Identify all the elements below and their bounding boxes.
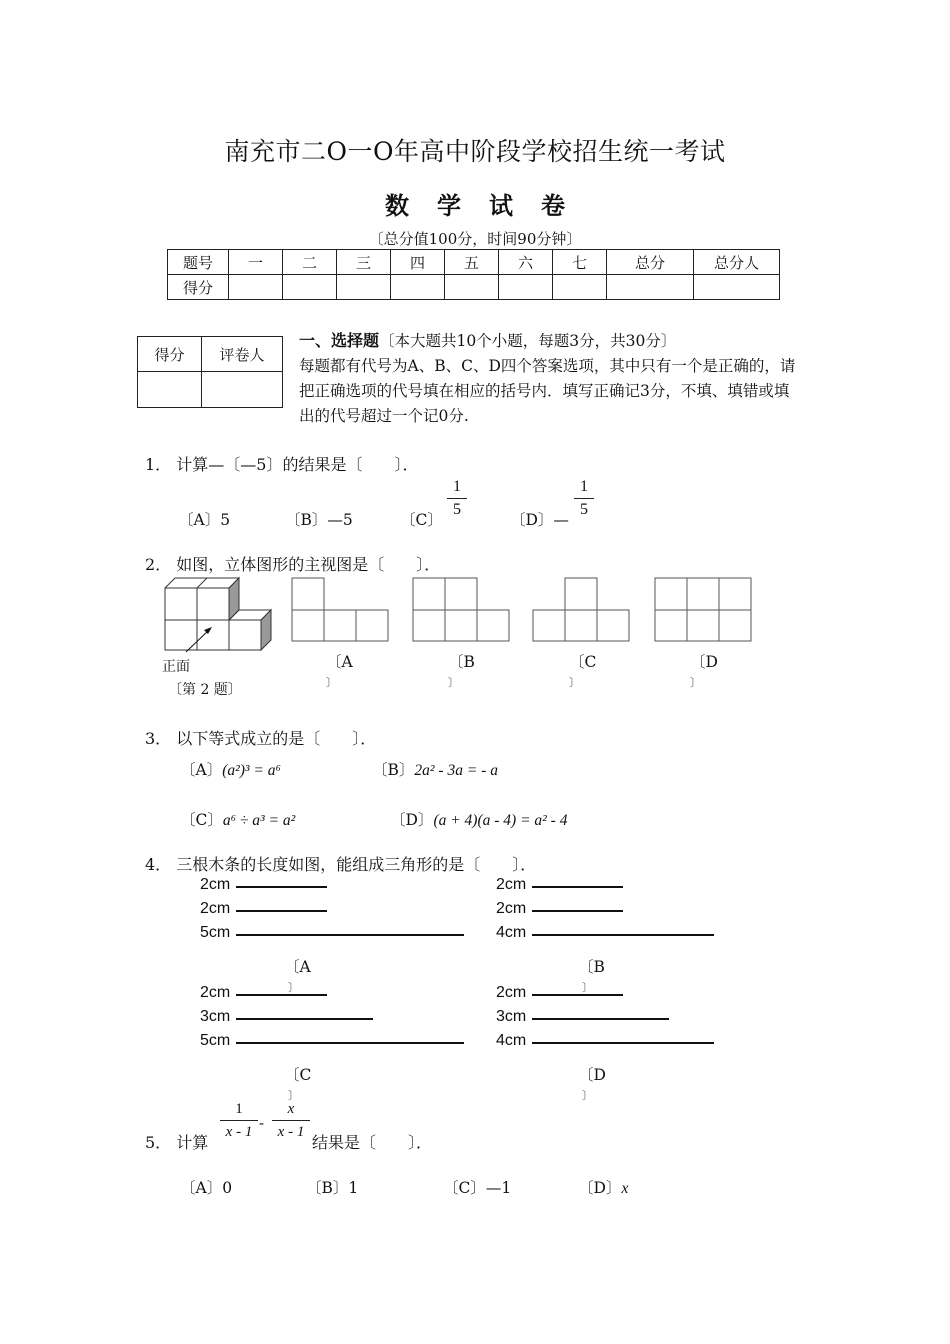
q4-stick-label: 2cm: [200, 984, 231, 1001]
score-cell: 题号: [168, 250, 229, 275]
score-blank[interactable]: [694, 275, 780, 300]
score-blank[interactable]: [499, 275, 553, 300]
q4-option-c[interactable]: [284, 1063, 311, 1103]
score-cell: 五: [445, 250, 499, 275]
score-table: [167, 249, 780, 300]
q4-option-a[interactable]: [284, 955, 311, 995]
option-close: 〕: [326, 676, 337, 689]
option-label: 〔D: [690, 653, 718, 671]
q2-option-c-figure[interactable]: [532, 576, 632, 644]
q4-stick-label: 4cm: [496, 1032, 527, 1049]
option-label: 〔A: [326, 653, 353, 671]
q4-stick-label: 3cm: [496, 1008, 527, 1025]
q5-suffix: 结果是〔 〕．: [312, 1133, 433, 1152]
q4-stick-label: 2cm: [496, 876, 527, 893]
q4-stick: [236, 886, 327, 888]
q5-option-c[interactable]: 〔C〕—1: [443, 1179, 512, 1197]
fraction-numerator: 1: [453, 478, 461, 495]
q3-c-expression: a⁶ ÷ a³ = a²: [222, 812, 296, 829]
q2-text: 2． 如图，立体图形的主视图是〔 〕．: [145, 555, 441, 574]
q5-option-b[interactable]: 〔B〕1: [306, 1179, 359, 1197]
q4-stick: [236, 994, 327, 996]
q4-stick: [532, 934, 714, 936]
q4-stick: [532, 1042, 714, 1044]
q5-fraction-1: [220, 1100, 258, 1141]
q4-stick-label: 3cm: [200, 1008, 231, 1025]
q5-option-a[interactable]: 〔A〕0: [180, 1179, 233, 1197]
section1-instructions: 每题都有代号为A、B、C、D四个答案选项，其中只有一个是正确的，请把正确选项的代号填在相应的括号内．填写正确记3分，不填、填错或填出的代号超过一个记0分.: [299, 357, 796, 425]
grader-table: [137, 336, 283, 408]
q4-stick: [236, 1042, 464, 1044]
q4-stick: [532, 886, 623, 888]
q4-stick: [236, 934, 464, 936]
grader-score-label: 得分: [138, 337, 202, 372]
grader-name-label: 评卷人: [202, 337, 283, 372]
q2-option-c-label[interactable]: [569, 650, 596, 690]
score-blank[interactable]: [229, 275, 283, 300]
q4-stick-label: 5cm: [200, 1032, 231, 1049]
option-close: 〕: [569, 676, 580, 689]
section1-heading-note: 〔本大题共10个小题，每题3分，共30分〕: [379, 332, 677, 350]
score-cell: 七: [553, 250, 607, 275]
option-close: 〕: [448, 676, 459, 689]
q3-option-d[interactable]: [390, 808, 567, 830]
score-cell: 总分人: [694, 250, 780, 275]
q5-fraction-2: [272, 1100, 310, 1141]
q4-stick-label: 2cm: [496, 900, 527, 917]
score-cell: 六: [499, 250, 553, 275]
q4-stick-label: 2cm: [200, 876, 231, 893]
option-label: 〔D〕: [578, 1179, 622, 1197]
q1-option-a[interactable]: 〔A〕5: [178, 511, 231, 529]
q3-a-expression: (a²)³ = a⁶: [222, 762, 281, 779]
fraction-denominator: 5: [453, 501, 461, 518]
score-cell: 二: [283, 250, 337, 275]
option-close: 〕: [288, 1089, 299, 1102]
score-blank[interactable]: [337, 275, 391, 300]
q4-stick: [236, 910, 327, 912]
q1-d-fraction: [574, 478, 594, 519]
score-row-label: 得分: [168, 275, 229, 300]
grader-score-blank[interactable]: [138, 372, 202, 408]
fraction-numerator: x: [287, 1101, 295, 1117]
fraction-denominator: 5: [580, 501, 588, 518]
grader-name-blank[interactable]: [202, 372, 283, 408]
fraction-denominator: x - 1: [225, 1124, 253, 1140]
fraction-numerator: 1: [580, 478, 588, 495]
option-label: 〔B: [578, 958, 605, 976]
q2-option-b-figure[interactable]: [412, 576, 512, 644]
q4-stick: [532, 1018, 669, 1020]
q2-caption: 〔第 2 题〕: [168, 682, 242, 698]
score-cell: 三: [337, 250, 391, 275]
score-cell: 总分: [607, 250, 694, 275]
q1-option-c[interactable]: 〔C〕: [400, 511, 443, 529]
q2-option-d-figure[interactable]: [654, 576, 754, 644]
q3-b-expression: 2a² - 3a = - a: [414, 762, 498, 779]
section1-intro: [299, 328, 799, 429]
option-close: 〕: [582, 981, 593, 994]
q4-stick-label: 2cm: [200, 900, 231, 917]
q3-d-expression: (a + 4)(a - 4) = a² - 4: [433, 812, 568, 829]
score-blank[interactable]: [607, 275, 694, 300]
option-close: 〕: [288, 981, 299, 994]
option-label: 〔A〕: [180, 761, 223, 779]
score-blank[interactable]: [283, 275, 337, 300]
fraction-denominator: x - 1: [277, 1124, 305, 1140]
q4-stick-label: 2cm: [496, 984, 527, 1001]
option-label: 〔A: [284, 958, 311, 976]
score-cell: 四: [391, 250, 445, 275]
option-close: 〕: [690, 676, 701, 689]
q2-option-a-figure[interactable]: [291, 576, 391, 644]
option-label: 〔B: [448, 653, 475, 671]
option-label: 〔D〕: [390, 811, 434, 829]
q4-stick: [532, 994, 623, 996]
q3-text: 3． 以下等式成立的是〔 〕．: [145, 729, 377, 748]
option-label: 〔D: [578, 1066, 606, 1084]
q5-d-value: x: [621, 1180, 629, 1197]
score-table-score-row: [168, 275, 780, 300]
q2-front-label: 正面: [162, 659, 190, 675]
q1-c-fraction: [447, 478, 467, 519]
option-close: 〕: [582, 1089, 593, 1102]
q2-option-b-label[interactable]: [448, 650, 475, 690]
option-label: 〔C〕: [180, 811, 223, 829]
exam-title: 南充市二O一O年高中阶段学校招生统一考试: [224, 137, 726, 166]
q2-option-d-label[interactable]: [690, 650, 718, 690]
q4-stick: [532, 910, 623, 912]
q4-option-d[interactable]: [578, 1063, 606, 1103]
score-blank[interactable]: [391, 275, 445, 300]
option-label: 〔C: [569, 653, 597, 671]
q5-prefix: 5． 计算: [145, 1133, 209, 1152]
q2-option-a-label[interactable]: [326, 650, 353, 690]
q1-option-d[interactable]: 〔D〕—: [510, 511, 569, 529]
q3-option-b[interactable]: [372, 758, 498, 780]
score-blank[interactable]: [553, 275, 607, 300]
q2-solid-figure: [160, 572, 280, 654]
section1-heading: 一、选择题: [299, 331, 380, 350]
q4-stick: [236, 1018, 373, 1020]
score-time-note: 〔总分值100分，时间90分钟〕: [368, 230, 582, 248]
fraction-numerator: 1: [235, 1101, 243, 1117]
paper-subtitle: 数学试卷: [385, 191, 593, 220]
score-cell: 一: [229, 250, 283, 275]
q4-text: 4． 三根木条的长度如图，能组成三角形的是〔 〕．: [145, 855, 537, 874]
option-label: 〔C: [284, 1066, 312, 1084]
q4-stick-label: 5cm: [200, 924, 231, 941]
q1-text: 1． 计算—〔—5〕的结果是〔 〕．: [145, 455, 419, 474]
q5-option-d[interactable]: [578, 1176, 628, 1198]
option-label: 〔B〕: [372, 761, 415, 779]
q1-option-b[interactable]: 〔B〕—5: [285, 511, 353, 529]
q5-minus: -: [259, 1114, 265, 1132]
q4-option-b[interactable]: [578, 955, 605, 995]
score-table-header-row: [168, 250, 780, 275]
q4-stick-label: 4cm: [496, 924, 527, 941]
q3-option-a[interactable]: [180, 758, 281, 780]
score-blank[interactable]: [445, 275, 499, 300]
q3-option-c[interactable]: [180, 808, 295, 830]
